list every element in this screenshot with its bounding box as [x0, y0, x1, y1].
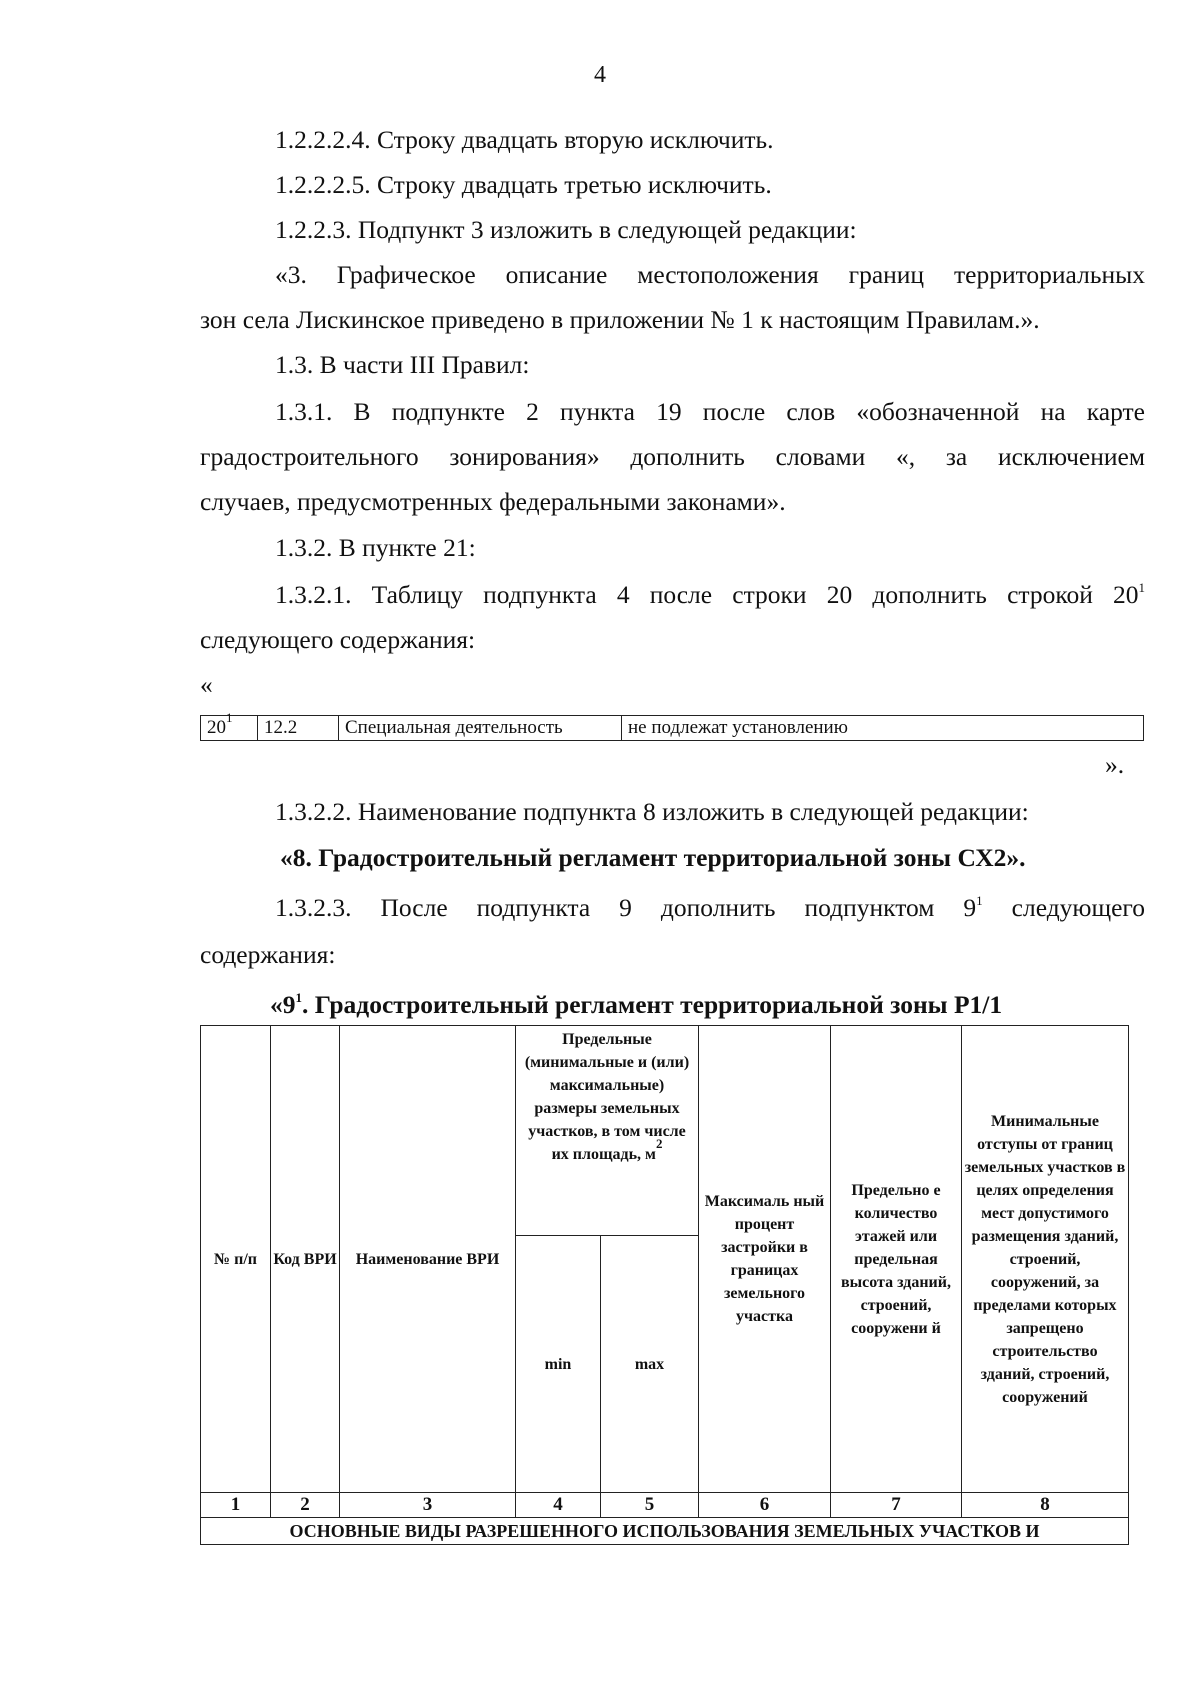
- header-setback: Минимальные отступы от границ земельных участков в целях определения мест допустимого размещения зданий, строений, сооружений, за пределами которых запрещено строительство зданий, строений, сооружений: [962, 1026, 1129, 1493]
- section-row: [201, 1518, 1129, 1545]
- header-number: № п/п: [201, 1026, 271, 1493]
- row-number-cell: $20^1$: [201, 716, 258, 741]
- table-row: [201, 716, 1144, 741]
- row-name-cell: Специальная деятельность: [339, 716, 622, 741]
- quote-3-line-2: зон села Лискинское приведено в приложении № 1 к настоящим Правилам.».: [200, 305, 1040, 334]
- column-number: 4: [516, 1493, 601, 1518]
- column-number: 6: [699, 1493, 831, 1518]
- paragraph-1-3-1-line-1: 1.3.1. В подпункте 2 пункта 19 после слов «обозначенной на карте: [275, 397, 1145, 426]
- header-size-group: Предельные (минимальные и (или) максимальные) размеры земельных участков, в том числе их площадь, $м^2$: [516, 1026, 699, 1236]
- quote-3-line-1: «3. Графическое описание местоположения границ территориальных: [275, 260, 1145, 289]
- paragraph-1-3-1-line-2: градостроительного зонирования» дополнить словами «, за исключением: [200, 442, 1145, 471]
- row-code-cell: 12.2: [258, 716, 339, 741]
- paragraph-1-2-2-2-4: 1.2.2.2.4. Строку двадцать вторую исключить.: [275, 125, 774, 154]
- header-min: min: [516, 1236, 601, 1493]
- open-quote: «: [200, 670, 213, 699]
- paragraph-1-3-2-3-line-1: 1.3.2.3. После подпункта 9 дополнить подпунктом $9^1$ следующего: [275, 893, 1145, 922]
- column-number: 3: [340, 1493, 516, 1518]
- paragraph-1-2-2-3: 1.2.2.3. Подпункт 3 изложить в следующей редакции:: [275, 215, 857, 244]
- header-code: Код ВРИ: [271, 1026, 340, 1493]
- paragraph-1-3-2: 1.3.2. В пункте 21:: [275, 533, 476, 562]
- paragraph-1-3-1-line-3: случаев, предусмотренных федеральными законами».: [200, 487, 786, 516]
- heading-r1-1: «$9^1$. Градостроительный регламент территориальной зоны Р1/1: [270, 990, 1003, 1019]
- paragraph-1-2-2-2-5: 1.2.2.2.5. Строку двадцать третью исключить.: [275, 170, 772, 199]
- header-percent: Максималь ный процент застройки в границах земельного участка: [699, 1026, 831, 1493]
- regulation-table: [200, 1025, 1129, 1545]
- header-row: [201, 1026, 1129, 1236]
- header-name: Наименование ВРИ: [340, 1026, 516, 1493]
- column-number: 7: [831, 1493, 962, 1518]
- column-number: 8: [962, 1493, 1129, 1518]
- row-value-cell: не подлежат установлению: [622, 716, 1144, 741]
- section-title: ОСНОВНЫЕ ВИДЫ РАЗРЕШЕННОГО ИСПОЛЬЗОВАНИЯ ЗЕМЕЛЬНЫХ УЧАСТКОВ И: [201, 1518, 1129, 1545]
- header-max: max: [601, 1236, 699, 1493]
- paragraph-1-3: 1.3. В части III Правил:: [275, 350, 530, 379]
- column-number-row: [201, 1493, 1129, 1518]
- heading-sx2: «8. Градостроительный регламент территориальной зоны СХ2».: [280, 843, 1026, 872]
- paragraph-1-3-2-1-line-2: следующего содержания:: [200, 625, 476, 654]
- paragraph-1-3-2-2: 1.3.2.2. Наименование подпункта 8 изложить в следующей редакции:: [275, 797, 1029, 826]
- paragraph-1-3-2-1-text: 1.3.2.1. Таблицу подпункта 4 после строки 20 дополнить строкой 20: [275, 580, 1139, 609]
- close-quote: ».: [1105, 750, 1125, 779]
- paragraph-1-3-2-3-line-2: содержания:: [200, 940, 336, 969]
- paragraph-1-3-2-1-line-1: [275, 580, 1145, 610]
- header-floors: Предельно е количество этажей или предельная высота зданий, строений, сооружени й: [831, 1026, 962, 1493]
- inserted-row-table: [200, 710, 1144, 741]
- page-number: 4: [594, 62, 606, 88]
- superscript: 1: [1138, 580, 1145, 595]
- column-number: 1: [201, 1493, 271, 1518]
- column-number: 5: [601, 1493, 699, 1518]
- column-number: 2: [271, 1493, 340, 1518]
